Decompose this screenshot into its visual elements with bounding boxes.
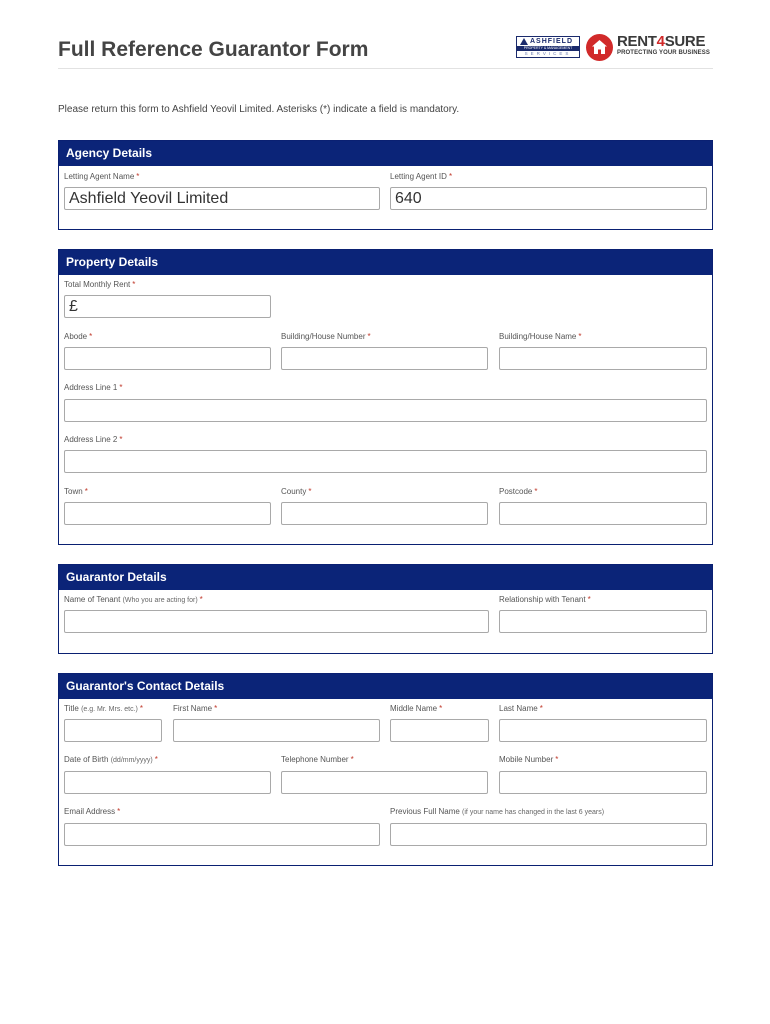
property-details-section (58, 249, 713, 545)
section-title: Guarantor Details (59, 565, 712, 590)
last-name-label: Last Name * (499, 704, 543, 713)
letting-agent-name-field[interactable]: Ashfield Yeovil Limited (64, 187, 380, 210)
telephone-field[interactable] (281, 771, 488, 794)
middle-name-label: Middle Name * (390, 704, 443, 713)
tenant-name-label: Name of Tenant (Who you are acting for) * (64, 595, 203, 604)
ashfield-logo-name: ASHFIELD (530, 38, 573, 45)
last-name-field[interactable] (499, 719, 707, 742)
mobile-field[interactable] (499, 771, 707, 794)
house-number-field[interactable] (281, 347, 488, 370)
ashfield-logo (516, 36, 580, 58)
email-field[interactable] (64, 823, 380, 846)
title-label: Title (e.g. Mr. Mrs. etc.) * (64, 704, 143, 713)
rent4sure-logo-tagline: PROTECTING YOUR BUSINESS (617, 50, 710, 56)
ashfield-logo-sub: SERVICES (524, 51, 572, 56)
abode-field[interactable] (64, 347, 271, 370)
previous-name-label: Previous Full Name (if your name has changed in the last 6 years) (390, 807, 605, 816)
mobile-label: Mobile Number * (499, 755, 559, 764)
first-name-field[interactable] (173, 719, 380, 742)
house-icon (586, 34, 613, 61)
house-name-label: Building/House Name * (499, 332, 582, 341)
house-name-field[interactable] (499, 347, 707, 370)
ashfield-mark-icon (520, 38, 528, 45)
title-field[interactable] (64, 719, 162, 742)
town-label: Town * (64, 487, 88, 496)
middle-name-field[interactable] (390, 719, 489, 742)
address-line-2-label: Address Line 2 * (64, 435, 123, 444)
relationship-field[interactable] (499, 610, 707, 633)
agency-details-section (58, 140, 713, 230)
tenant-name-field[interactable] (64, 610, 489, 633)
county-field[interactable] (281, 502, 488, 525)
section-title: Guarantor's Contact Details (59, 674, 712, 699)
letting-agent-id-label: Letting Agent ID * (390, 172, 453, 181)
letting-agent-name-label: Letting Agent Name * (64, 172, 140, 181)
rent4sure-logo (586, 33, 714, 63)
county-label: County * (281, 487, 312, 496)
relationship-label: Relationship with Tenant * (499, 595, 591, 604)
telephone-label: Telephone Number * (281, 755, 354, 764)
postcode-field[interactable] (499, 502, 707, 525)
postcode-label: Postcode * (499, 487, 538, 496)
section-title: Agency Details (59, 141, 712, 166)
address-line-1-label: Address Line 1 * (64, 383, 123, 392)
address-line-1-field[interactable] (64, 399, 707, 422)
abode-label: Abode * (64, 332, 93, 341)
total-monthly-rent-field[interactable]: £ (64, 295, 271, 318)
letting-agent-id-field[interactable]: 640 (390, 187, 707, 210)
email-label: Email Address * (64, 807, 121, 816)
section-title: Property Details (59, 250, 712, 275)
date-of-birth-field[interactable] (64, 771, 271, 794)
address-line-2-field[interactable] (64, 450, 707, 473)
date-of-birth-label: Date of Birth (dd/mm/yyyy) * (64, 755, 158, 764)
previous-name-field[interactable] (390, 823, 707, 846)
ashfield-logo-band: PROPERTY & MANAGEMENT (517, 46, 579, 51)
house-number-label: Building/House Number * (281, 332, 371, 341)
intro-text: Please return this form to Ashfield Yeovil Limited. Asterisks (*) indicate a field is mandatory. (58, 104, 460, 115)
title-divider (58, 68, 713, 69)
page-title: Full Reference Guarantor Form (58, 38, 369, 61)
contact-details-section (58, 673, 713, 866)
rent4sure-logo-name: RENT4SURE (617, 33, 706, 50)
guarantor-details-section (58, 564, 713, 654)
total-monthly-rent-label: Total Monthly Rent * (64, 280, 136, 289)
town-field[interactable] (64, 502, 271, 525)
first-name-label: First Name * (173, 704, 218, 713)
